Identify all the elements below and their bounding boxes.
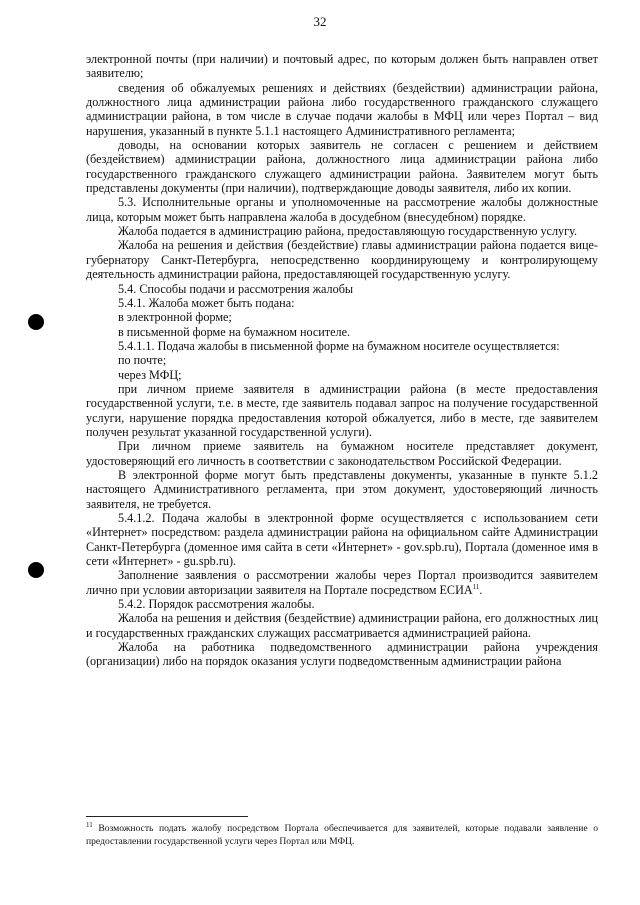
paragraph: в письменной форме на бумажном носителе. bbox=[118, 324, 351, 339]
paragraph: 5.4.1.2. Подача жалобы в электронной форме осуществляется с использованием сети «Интернет» посредством: раздела администрации района на официальном сайте Администрации Санкт-Петербурга (доменное имя сайта в сети «Интернет» - gov.spb.ru), Портала (доменное имя в сети «Интернет» - gu.spb.ru). bbox=[86, 511, 598, 569]
paragraph: через МФЦ; bbox=[118, 367, 182, 382]
paragraph: При личном приеме заявитель на бумажном носителе представляет документ, удостоверяющий его личность в соответствии с законодательством Российской Федерации. bbox=[86, 439, 598, 468]
paragraph: доводы, на основании которых заявитель не согласен с решением и действием (бездействием) администрации района, должностного лица администрации района либо государственного гражданского служащего администрации района. Заявителем могут быть представлены документы (при наличии), подтверждающие доводы заявителя, либо их копии. bbox=[86, 138, 598, 196]
paragraph: В электронной форме могут быть представлены документы, указанные в пункте 5.1.2 настоящего Административного регламента, при этом документ, удостоверяющий личность заявителя, не требуется. bbox=[86, 467, 598, 511]
paragraph: 5.4.1. Жалоба может быть подана: bbox=[118, 295, 295, 310]
page-number: 32 bbox=[313, 14, 327, 29]
footnote-mark: 11 bbox=[86, 820, 93, 829]
punch-hole bbox=[28, 562, 44, 578]
paragraph-text: Заполнение заявления о рассмотрении жалобы через Портал производится заявителем лично при условии авторизации заявителя на Портале посредством ЕСИА bbox=[86, 568, 598, 597]
footnote-reference: 11 bbox=[472, 582, 480, 591]
punch-hole bbox=[28, 314, 44, 330]
paragraph: 5.4.1.1. Подача жалобы в письменной форме на бумажном носителе осуществляется: bbox=[118, 338, 560, 353]
footnote bbox=[86, 822, 598, 848]
paragraph: Жалоба на работника подведомственного администрации района учреждения (организации) либо на порядок оказания услуги подведомственным администрации района bbox=[86, 640, 598, 669]
paragraph: Жалоба на решения и действия (бездействие) администрации района, его должностных лиц и государственных гражданских служащих рассматривается администрацией района. bbox=[86, 611, 598, 640]
paragraph: 5.4. Способы подачи и рассмотрения жалобы bbox=[118, 281, 354, 296]
body-text bbox=[86, 52, 598, 669]
paragraph-tail: . bbox=[479, 582, 483, 597]
footnote-text: Возможность подать жалобу посредством Портала обеспечивается для заявителей, которые подавали заявление о предоставлении государственной услуги через Портал или МФЦ. bbox=[86, 823, 599, 847]
paragraph: по почте; bbox=[118, 353, 167, 368]
footnote-divider bbox=[86, 816, 248, 817]
paragraph: в электронной форме; bbox=[118, 310, 232, 325]
paragraph: Жалоба подается в администрацию района, предоставляющую государственную услугу. bbox=[118, 224, 578, 239]
paragraph: электронной почты (при наличии) и почтовый адрес, по которым должен быть направлен ответ заявителю; bbox=[86, 52, 598, 81]
paragraph: при личном приеме заявителя в администрации района (в месте предоставления государственной услуги, т.е. в месте, где заявитель подавал запрос на получение государственной услуги, нарушение порядка предоставления которой обжалуется, либо в месте, где заявителем получен результат указанной государственной услуги). bbox=[86, 381, 598, 439]
paragraph: 5.4.2. Порядок рассмотрения жалобы. bbox=[118, 597, 315, 612]
paragraph: Жалоба на решения и действия (бездействие) главы администрации района подается вице-губернатору Санкт-Петербурга, непосредственно координирующему и контролирующему деятельность администрации района, предоставляющей государственную услугу. bbox=[86, 238, 598, 282]
paragraph: 5.3. Исполнительные органы и уполномоченные на рассмотрение жалобы должностные лица, которым может быть направлена жалоба в досудебном (внесудебном) порядке. bbox=[86, 195, 598, 224]
paragraph-with-footnote bbox=[86, 568, 598, 597]
paragraph: сведения об обжалуемых решениях и действиях (бездействии) администрации района, должностного лица администрации района либо государственного гражданского служащего администрации района, в том числе в случае подачи жалобы в МФЦ или через Портал – вид нарушения, указанный в пункте 5.1.1 настоящего Административного регламента; bbox=[86, 80, 598, 138]
